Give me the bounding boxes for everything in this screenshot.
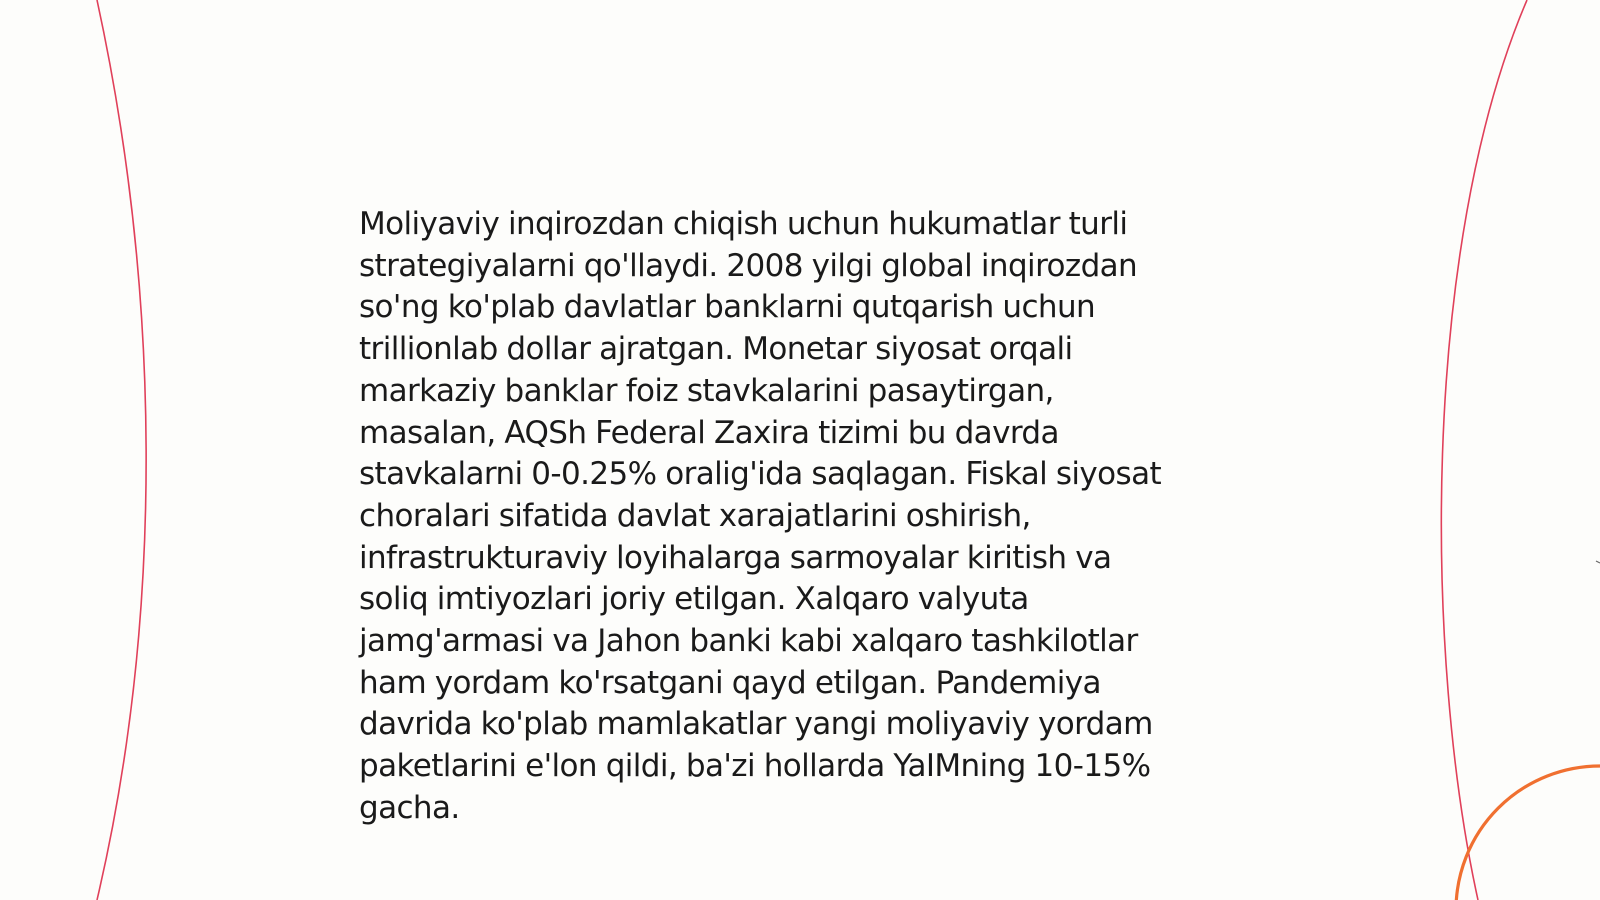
- paragraph-line: stavkalarni 0-0.25% oralig'ida saqlagan. Fiskal siyosat: [359, 456, 1162, 493]
- edge-tick-mark: [1596, 561, 1600, 563]
- left-decorative-curve: [97, 0, 146, 900]
- paragraph-line: so'ng ko'plab davlatlar banklarni qutqarish uchun: [359, 289, 1096, 326]
- paragraph-line: paketlarini e'lon qildi, ba'zi hollarda YaIMning 10-15%: [359, 748, 1151, 785]
- paragraph-line: strategiyalarni qo'llaydi. 2008 yilgi global inqirozdan: [359, 247, 1138, 284]
- paragraph-line: trillionlab dollar ajratgan. Monetar siyosat orqali: [359, 331, 1073, 368]
- paragraph-line: choralari sifatida davlat xarajatlarini oshirish,: [359, 497, 1031, 534]
- paragraph-line: ham yordam ko'rsatgani qayd etilgan. Pandemiya: [359, 664, 1101, 701]
- paragraph-line: masalan, AQSh Federal Zaxira tizimi bu davrda: [359, 414, 1059, 451]
- paragraph-line: soliq imtiyozlari joriy etilgan. Xalqaro valyuta: [359, 581, 1029, 618]
- paragraph-line: jamg'armasi va Jahon banki kabi xalqaro tashkilotlar: [359, 623, 1138, 660]
- paragraph-line: Moliyaviy inqirozdan chiqish uchun hukumatlar turli: [359, 206, 1128, 242]
- accent-circle: [1456, 766, 1600, 900]
- right-decorative-curve: [1441, 0, 1527, 900]
- body-paragraph: [359, 204, 1239, 830]
- paragraph-line: davrida ko'plab mamlakatlar yangi moliyaviy yordam: [359, 706, 1153, 743]
- paragraph-line: markaziy banklar foiz stavkalarini pasaytirgan,: [359, 372, 1054, 409]
- paragraph-line: gacha.: [359, 789, 460, 826]
- paragraph-line: infrastrukturaviy loyihalarga sarmoyalar kiritish va: [359, 539, 1112, 576]
